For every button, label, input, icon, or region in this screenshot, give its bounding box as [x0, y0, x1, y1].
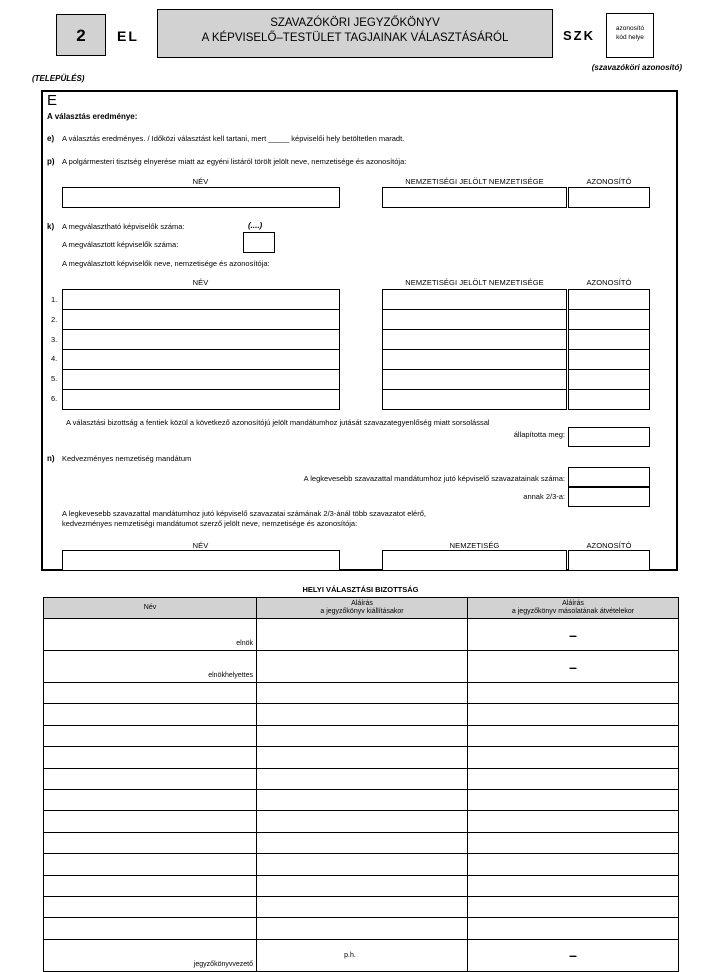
dash-mark[interactable]: –	[468, 619, 679, 651]
k-nationality-field-6[interactable]	[382, 389, 567, 410]
lot-text-line-1: A választási bizottság a fentiek közül a következő azonosítójú jelölt mandátumhoz jutását szavazategyenlőség miatt sorsolással	[66, 418, 490, 427]
name-cell[interactable]	[44, 811, 257, 832]
table-row-vice-chair	[44, 651, 679, 683]
signature-cell[interactable]	[257, 832, 468, 853]
k-name-field-1[interactable]	[62, 289, 340, 310]
table-row	[44, 704, 679, 725]
table-row	[44, 875, 679, 896]
signature-cell[interactable]	[257, 725, 468, 746]
lot-text-line-2: állapította meg:	[513, 430, 565, 439]
title-line-2: A KÉPVISELŐ–TESTÜLET TAGJAINAK VÁLASZTÁSÁRÓL	[201, 32, 509, 44]
name-cell[interactable]	[44, 875, 257, 896]
name-cell[interactable]	[44, 854, 257, 875]
p-nationality-field[interactable]	[382, 187, 567, 208]
k-id-field-2[interactable]	[568, 309, 650, 330]
signature-cell[interactable]	[257, 854, 468, 875]
signature-cell[interactable]	[257, 651, 468, 683]
table-row-chair	[44, 619, 679, 651]
k-nationality-field-5[interactable]	[382, 369, 567, 390]
k-id-field-1[interactable]	[568, 289, 650, 310]
item-e-text: A választás eredményes. / Időközi választást kell tartani, mert _____ képviselői hely betöltetlen maradt.	[62, 134, 405, 143]
item-k-mark: k)	[47, 222, 55, 231]
name-cell[interactable]	[44, 832, 257, 853]
signature-cell[interactable]	[468, 875, 679, 896]
szk-label: SZK	[563, 28, 595, 43]
k-nationality-field-1[interactable]	[382, 289, 567, 310]
row-number: 2.	[51, 315, 58, 324]
signature-cell[interactable]	[257, 768, 468, 789]
name-cell[interactable]	[44, 918, 257, 939]
signature-cell[interactable]	[257, 875, 468, 896]
signature-cell[interactable]	[468, 832, 679, 853]
k-name-field-2[interactable]	[62, 309, 340, 330]
signature-cell[interactable]	[468, 683, 679, 704]
k-nationality-field-3[interactable]	[382, 329, 567, 350]
section-letter: E	[47, 92, 58, 109]
p-name-field[interactable]	[62, 187, 340, 208]
id-caption: (szavazóköri azonosító)	[591, 63, 682, 72]
item-n-mark: n)	[47, 454, 55, 463]
signature-cell[interactable]	[257, 683, 468, 704]
dash-mark[interactable]: –	[468, 651, 679, 683]
k-col-name: NÉV	[192, 278, 209, 287]
name-cell[interactable]	[44, 896, 257, 917]
table-row	[44, 789, 679, 810]
signature-cell[interactable]	[468, 704, 679, 725]
signature-cell[interactable]	[257, 704, 468, 725]
n-col-name: NÉV	[192, 541, 209, 550]
k-name-field-4[interactable]	[62, 349, 340, 370]
k-name-field-6[interactable]	[62, 389, 340, 410]
table-row	[44, 854, 679, 875]
role-recorder[interactable]: jegyzőkönyvvezető	[44, 939, 257, 971]
title-line-1: SZAVAZÓKÖRI JEGYZŐKÖNYV	[270, 17, 440, 29]
signature-cell[interactable]	[257, 619, 468, 651]
form-code: EL	[117, 28, 139, 44]
item-n-text: Kedvezményes nemzetiség mandátum	[62, 454, 192, 463]
row-number: 1.	[51, 295, 58, 304]
k-nationality-field-2[interactable]	[382, 309, 567, 330]
signature-cell[interactable]	[468, 854, 679, 875]
k-id-field-3[interactable]	[568, 329, 650, 350]
signature-cell[interactable]	[468, 725, 679, 746]
preferential-text-2: kedvezményes nemzetiségi mandátumot szerző jelölt neve, nemzetisége és azonosítója:	[62, 519, 358, 528]
p-col-id: AZONOSÍTÓ	[586, 177, 632, 186]
p-id-field[interactable]	[568, 187, 650, 208]
col-header-sign-copy: Aláírás a jegyzőkönyv másolatának átvételekor	[468, 598, 679, 619]
table-row	[44, 768, 679, 789]
item-p-mark: p)	[47, 157, 55, 166]
best-votes-field[interactable]	[568, 467, 650, 487]
n-col-nationality: NEMZETISÉG	[449, 541, 500, 550]
table-row	[44, 683, 679, 704]
table-row	[44, 747, 679, 768]
signature-cell[interactable]	[468, 747, 679, 768]
k-elected-label: A megválasztott képviselők száma:	[62, 240, 179, 249]
two-thirds-label: annak 2/3-a:	[523, 492, 565, 501]
k-electable-label: A megválasztható képviselők száma:	[62, 222, 185, 231]
table-row	[44, 725, 679, 746]
signature-cell[interactable]	[257, 918, 468, 939]
k-id-field-6[interactable]	[568, 389, 650, 410]
name-cell[interactable]	[44, 789, 257, 810]
stamp-place: p.h.	[344, 952, 356, 959]
col-header-sign-issue: Aláírás a jegyzőkönyv kiállításakor	[257, 598, 468, 619]
col-header-name: Név	[44, 598, 257, 619]
table-row	[44, 811, 679, 832]
name-cell[interactable]	[44, 683, 257, 704]
signature-cell[interactable]	[257, 789, 468, 810]
signature-cell[interactable]	[468, 896, 679, 917]
p-col-name: NÉV	[192, 177, 209, 186]
signature-cell[interactable]	[257, 747, 468, 768]
section-heading: A választás eredménye:	[47, 112, 138, 121]
n-nationality-field[interactable]	[382, 550, 567, 571]
signature-cell[interactable]	[468, 768, 679, 789]
signature-cell[interactable]	[468, 789, 679, 810]
lot-id-field[interactable]	[568, 427, 650, 447]
name-cell[interactable]	[44, 725, 257, 746]
k-id-field-4[interactable]	[568, 349, 650, 370]
row-number: 3.	[51, 335, 58, 344]
preferential-text-1: A legkevesebb szavazattal mandátumhoz jutó képviselő szavazatai számának 2/3-ánál több szavazatot elérő,	[62, 509, 426, 518]
n-col-id: AZONOSÍTÓ	[586, 541, 632, 550]
item-e-mark: e)	[47, 134, 55, 143]
k-name-field-5[interactable]	[62, 369, 340, 390]
n-name-field[interactable]	[62, 550, 340, 571]
p-col-nationality: NEMZETISÉGI JELÖLT NEMZETISÉGE	[405, 177, 544, 186]
id-code-line-2: kód helye	[616, 34, 644, 41]
item-p-text: A polgármesteri tisztség elnyerése miatt az egyéni listáról törölt jelölt neve, nemzetisége és azonosítója:	[62, 157, 407, 166]
signature-cell[interactable]	[257, 896, 468, 917]
k-col-id: AZONOSÍTÓ	[586, 278, 632, 287]
role-vice-chair[interactable]: elnökhelyettes	[44, 651, 257, 683]
k-id-field-5[interactable]	[568, 369, 650, 390]
settlement-label: (TELEPÜLÉS)	[32, 74, 85, 83]
table-row	[44, 896, 679, 917]
row-number: 5.	[51, 374, 58, 383]
n-id-field[interactable]	[568, 550, 650, 571]
role-chair[interactable]: elnök	[44, 619, 257, 651]
id-code-line-1: azonosító	[615, 25, 645, 32]
k-col-nationality: NEMZETISÉGI JELÖLT NEMZETISÉGE	[405, 278, 544, 287]
name-cell[interactable]	[44, 768, 257, 789]
best-votes-label: A legkevesebb szavazattal mandátumhoz jutó képviselő szavazatainak száma:	[303, 474, 565, 483]
signature-cell[interactable]	[468, 811, 679, 832]
k-elected-count-field[interactable]	[243, 232, 275, 253]
k-electable-value: (....)	[248, 221, 263, 230]
k-elected-list-label: A megválasztott képviselők neve, nemzetisége és azonosítója:	[62, 259, 270, 268]
signature-cell[interactable]	[468, 918, 679, 939]
two-thirds-field[interactable]	[568, 487, 650, 507]
name-cell[interactable]	[44, 704, 257, 725]
table-row	[44, 832, 679, 853]
committee-signature-table	[43, 597, 679, 972]
name-cell[interactable]	[44, 747, 257, 768]
table-header-row	[44, 598, 679, 619]
signature-cell[interactable]	[257, 811, 468, 832]
k-name-field-3[interactable]	[62, 329, 340, 350]
row-number: 6.	[51, 394, 58, 403]
k-nationality-field-4[interactable]	[382, 349, 567, 370]
table-row	[44, 918, 679, 939]
form-number: 2	[76, 26, 86, 45]
committee-title: HELYI VÁLASZTÁSI BIZOTTSÁG	[302, 585, 419, 594]
dash-mark[interactable]: –	[468, 939, 679, 971]
row-number: 4.	[51, 354, 58, 363]
